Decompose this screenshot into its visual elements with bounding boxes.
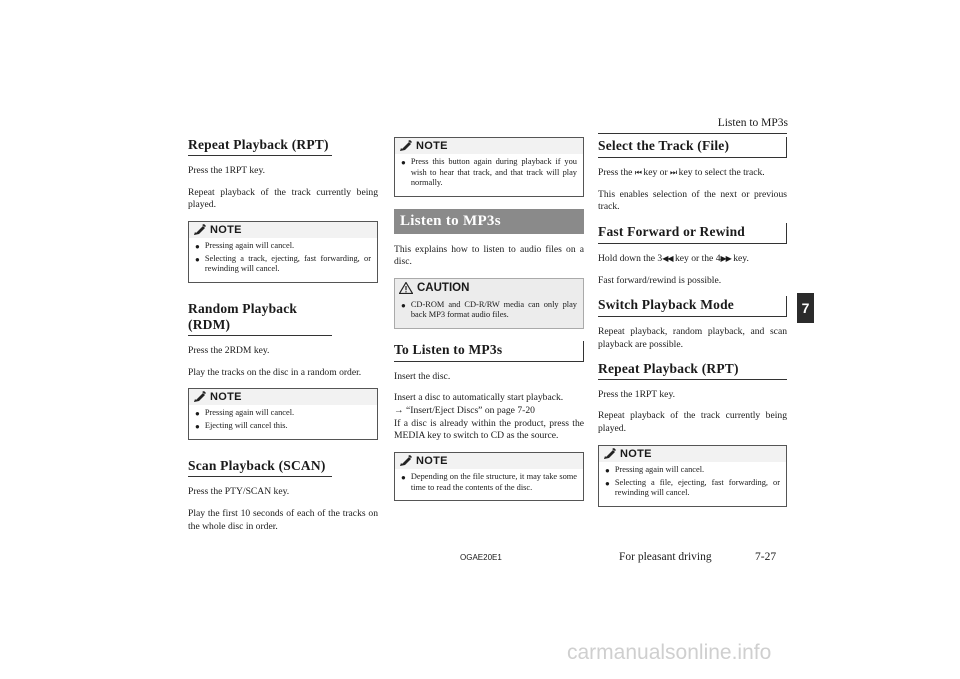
paragraph: Repeat playback of the track currently being played. [188,186,378,211]
bullet-item [401,157,577,189]
page-header-title: Listen to MP3s [717,117,788,129]
footer-section: For pleasant driving [619,551,712,563]
paragraph: Press the 1RPT key. [188,165,266,176]
note-header [395,138,583,154]
note-header [395,453,583,469]
cross-reference: → “Insert/Eject Discs” on page 7-20 [394,405,535,417]
column-left [188,137,378,542]
rewind-icon: ◀◀ [662,253,673,263]
bullet-text: Ejecting will cancel this. [204,421,288,431]
text: key or [643,167,668,178]
note-header [599,446,786,462]
text: Hold down the 3 [598,252,663,264]
bullet-dot-icon: ● [401,300,406,310]
note-label: NOTE [620,447,652,460]
watermark: carmanualsonline.info [567,641,772,664]
bullet-dot-icon: ● [401,473,406,483]
bullet-dot-icon: ● [195,409,200,419]
bullet-text: Pressing again will cancel. [204,240,295,250]
note-header [189,222,377,238]
paragraph: Insert the disc. [394,370,451,382]
caution-label: CAUTION [417,281,470,294]
bullet-dot-icon: ● [195,254,200,264]
bullet-text: Press this button again during playback if you wish to hear that track, and that track will play normally. [410,157,577,187]
caution-header [395,279,583,297]
heading-scan-playback: Scan Playback (SCAN) [188,458,332,477]
paragraph: Repeat playback of the track currently being played. [598,410,787,434]
page-number: 7-27 [755,551,777,563]
heading-to-listen: To Listen to MP3s [394,341,584,362]
note-label: NOTE [416,455,448,468]
chapter-tab: 7 [797,293,814,323]
section-banner: Listen to MP3s [394,209,584,234]
paragraph: Press the 2RDM key. [188,344,270,356]
fast-forward-icon: ▶▶ [720,253,731,263]
bullet-item [605,465,780,476]
paragraph: This explains how to listen to audio files on a disc. [394,243,584,268]
bullet-dot-icon: ● [605,465,610,475]
bullet-item [195,241,371,252]
bullet-text: Selecting a file, ejecting, fast forwarding, or rewinding will cancel. [614,477,780,498]
note-header [189,389,377,405]
note-box [598,445,787,507]
note-label: NOTE [210,391,242,404]
bullet-dot-icon: ● [401,158,406,167]
paragraph: Insert a disc to automatically start playback. [394,392,564,404]
warning-triangle-icon [399,282,413,294]
heading-repeat-playback: Repeat Playback (RPT) [598,361,787,380]
bullet-dot-icon: ● [195,422,200,432]
note-box [188,221,378,283]
bullet-dot-icon: ● [195,241,200,251]
bullet-item [195,254,371,275]
previous-track-icon: ⏮ [634,168,641,177]
pencil-icon [399,455,413,467]
bullet-dot-icon: ● [605,478,610,488]
paragraph: Press the 1RPT key. [598,388,676,400]
paragraph: This enables selection of the next or previous track. [598,188,787,213]
pencil-icon [193,391,207,403]
note-box [394,137,584,197]
heading-select-track: Select the Track (File) [598,137,787,158]
bullet-text: Pressing again will cancel. [614,464,705,474]
bullet-item [401,300,577,321]
paragraph: Fast forward/rewind is possible. [598,274,722,286]
heading-repeat-playback: Repeat Playback (RPT) [188,137,332,156]
note-label: NOTE [210,223,242,236]
heading-random-playback: Random Playback (RDM) [188,301,332,336]
pencil-icon [603,448,617,460]
heading-fast-forward: Fast Forward or Rewind [598,223,787,244]
bullet-item [401,472,577,493]
text: key. [733,252,749,264]
next-track-icon: ⏭ [670,168,677,177]
paragraph: Play the tracks on the disc in a random order. [188,366,362,378]
text: key to select the track. [678,167,765,178]
text: Press the [598,167,633,178]
text: key or the 4 [674,252,721,264]
note-box [394,452,584,501]
bullet-item [195,408,371,419]
heading-switch-mode: Switch Playback Mode [598,296,787,317]
pencil-icon [399,140,413,152]
note-label: NOTE [416,140,448,152]
paragraph [598,253,787,266]
column-middle [394,137,584,513]
bullet-item [195,421,371,432]
paragraph: Play the first 10 seconds of each of the tracks on the whole disc in order. [188,507,378,532]
column-right [598,137,787,519]
note-box [188,388,378,440]
bullet-item [605,478,780,499]
document-code: OGAE20E1 [460,553,502,562]
paragraph: Repeat playback, random playback, and scan playback are possible. [598,326,787,350]
bullet-text: Selecting a track, ejecting, fast forwarding, or rewinding will cancel. [204,253,371,274]
bullet-text: Depending on the file structure, it may take some time to read the contents of the disc. [410,472,577,492]
paragraph: If a disc is already within the product, press the MEDIA key to switch to CD as the source. [394,417,584,442]
bullet-text: Pressing again will cancel. [204,408,295,418]
pencil-icon [193,224,207,236]
bullet-text: CD-ROM and CD-R/RW media can only play back MP3 format audio files. [410,299,577,320]
caution-box [394,278,584,329]
header-rule [598,133,787,134]
paragraph: Press the PTY/SCAN key. [188,486,290,498]
paragraph [598,167,787,180]
